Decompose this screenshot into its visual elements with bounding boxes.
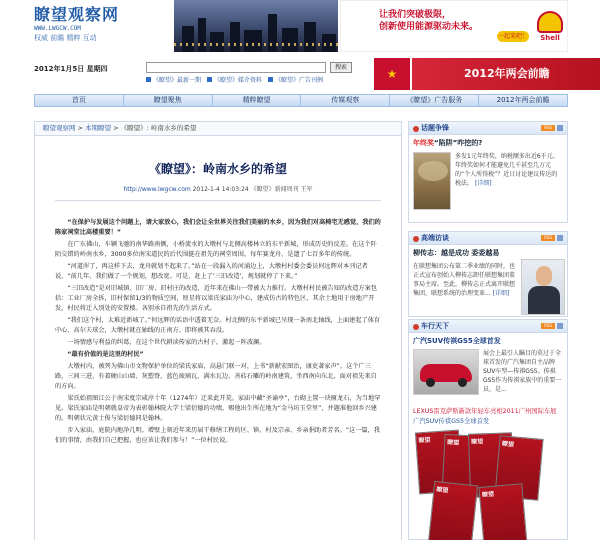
article-paragraph: “我们这个村，太难近新城了。”何远辉的话语中透着无奈。村北侧的东平新城已呈现一条南北轴线，上面建起了体育中心、高尔夫球会，大墩村就在轴线的正南方。即将被其吞没。	[55, 317, 381, 334]
bullet-square-icon	[146, 77, 151, 82]
bullet-dot-icon	[413, 126, 419, 132]
quick-links	[146, 75, 323, 84]
bullet-dot-icon	[413, 236, 419, 242]
box-summary: 在联想集团公布第二季业绩的同时，也正式宣布创始人柳传志卸任联想集团董事局主席。至此，柳传志正式离开联想集团，联想系统的治理变革...	[413, 263, 516, 297]
box-summary: 展会上最引人瞩目的莫过于全球首发的广汽集团自主品牌SUV车型—传祺GS5。传祺GS5作为传祺家族中的重要一员，是...	[483, 350, 562, 393]
shell-ad-banner[interactable]	[340, 0, 568, 52]
box-header: 话题争锋 RSS	[409, 122, 567, 135]
quick-link-ads[interactable]: 《瞭望》广告刊例	[268, 75, 323, 84]
nav-ad-service[interactable]: 《瞭望》广告服务	[390, 95, 479, 106]
current-date: 2012年1月5日 星期四	[34, 65, 108, 73]
article-paragraph: 大墩村内，被列为佛山市文物保护单位的梁氏家庙，高悬门联一对，上书“新献宏图治，康吏著家声”。这个广三路、三间三进，有着硬山山墙、灰塑脊、蓝色琉璃瓦、满水瓦边、善砖石雕的岭南建筑，坐西南向东北，面对祖先来自的方向。	[55, 363, 377, 390]
magazine-cover-5[interactable]: 瞭望	[428, 481, 478, 540]
logo-slogan: 权威 前瞻 精粹 互动	[34, 34, 97, 42]
sidebar-box-interview	[408, 231, 568, 317]
rss-icon[interactable]: RSS	[541, 235, 555, 241]
city-banner-image	[174, 0, 338, 52]
magazine-cover-1[interactable]: 瞭望	[415, 430, 463, 495]
article-thumbnail[interactable]	[413, 152, 451, 210]
magazine-cover-4[interactable]: 瞭望	[494, 435, 543, 501]
more-icon[interactable]	[557, 125, 563, 131]
article-source-url[interactable]: http://www.lwgcw.com	[123, 186, 191, 193]
article-paragraph: “在保护与发展这个问题上，请大家放心，我们会让全世界关注我们美丽的水乡，因为我们对高椅宅无感觉，我们的陈家祠堂比高楼重要！”	[55, 219, 381, 236]
bullet-dot-icon	[413, 324, 419, 330]
person-photo[interactable]	[521, 259, 565, 315]
nav-focus[interactable]: 瞭望聚焦	[124, 95, 213, 106]
bullet-square-icon	[268, 77, 273, 82]
two-sessions-banner[interactable]: 2012年两会前瞻	[412, 58, 600, 90]
nav-two-sessions[interactable]: 2012年两会前瞻	[496, 96, 550, 104]
article-meta: http://www.lwgcw.com 2012-1-4 14:03:24 《瞭望》新闻周刊 王军	[123, 186, 313, 193]
detail-link[interactable]: [详细]	[492, 290, 510, 297]
magazine-cover-6[interactable]: 瞭望	[478, 483, 527, 540]
search-input[interactable]	[146, 62, 326, 73]
nav-essence[interactable]: 精粹瞭望	[213, 95, 302, 106]
ad-cta-button[interactable]: 一起来吧！	[497, 33, 528, 40]
site-header	[0, 0, 600, 56]
article-panel	[34, 121, 402, 540]
shell-logo-icon: Shell	[535, 11, 565, 45]
article-title: 《瞭望》：岭南水乡的希望	[148, 162, 287, 176]
box-header: 车行天下 RSS	[409, 320, 567, 333]
more-icon[interactable]	[557, 323, 563, 329]
article-paragraph: 一场情感与利益的纠葛，在这个世代耕读传家的古村子，激起一阵波澜。	[67, 339, 266, 346]
article-paragraph: “最有价值的是这里的村民”	[67, 351, 144, 358]
box-summary: 多发1元年终奖，纳税额多出近6千元。年终奖如何才能避免几千甚至几万元的“个人所得税”？近日讨论建议传达的税法。	[455, 153, 559, 187]
nav-home[interactable]: 首页	[35, 95, 124, 106]
article-body	[55, 218, 381, 448]
quick-link-latest[interactable]: 《瞭望》最新一期	[146, 75, 201, 84]
box-headline[interactable]: 广汽SUV传祺GS5全球首发	[413, 337, 501, 345]
auto-link-gs5[interactable]: 广汽SUV传祺GS5全球首发	[413, 418, 490, 425]
rss-icon[interactable]: RSS	[541, 125, 555, 131]
car-photo[interactable]	[413, 349, 479, 395]
national-emblem-icon: ★	[374, 58, 410, 90]
article-paragraph: “河道浑了，再这样下去，龙舟就划不起来了。”站在一段漏入的河涌边上，大墩村村委会委员何远辉对本刊记者说，“前几年，我们做了一个规划，想改宽。可是，赶上了‘三旧改造’，规划就停了下来。”	[55, 263, 368, 280]
detail-link[interactable]: [详细]	[474, 180, 492, 187]
toolbar-row	[34, 58, 568, 90]
box-headline[interactable]: 年终奖“陷阱”咋挖的?	[413, 139, 483, 147]
breadcrumb: 瞭望观察网 > 本期瞭望 > 《瞭望》: 岭南水乡的希望	[35, 122, 401, 136]
box-header: 高端访谈 RSS	[409, 232, 567, 245]
sidebar-box-auto	[408, 319, 568, 540]
divider	[55, 200, 381, 201]
breadcrumb-section[interactable]: 本期瞭望	[85, 124, 112, 132]
article-paragraph: 梁氏始祖图江公于南宋度宗咸淳十年（1274年）迁来此开荒。家庙中藏“圣谕亭”，台砌上置一块匾龙石，为当地罕见。梁氏家庙是明朝就皇帝为表彰翰林院大学士梁衍德的功绩，赐他出生所在地为“金马坊玉堂里”，并题准他回乡兴建的。明朝状元黄士俊与梁衍德同是翰林。	[55, 395, 381, 422]
article-paragraph: “三旧改造”是对旧城镇、旧厂房、旧村庄的改造，近年来在佛山一带被大力推行。大墩村村民被告知的改造方案包括：工业厂房全拆，旧村保留1/3的物质空间，厘星将以梁氏家庙为中心，建成仿古的特色区，其余土地用于房地产开发，村民将迁入别处的安置楼。各别承自祖先的生活方式。	[55, 285, 377, 312]
main-nav	[34, 94, 568, 107]
nav-media[interactable]: 传媒观察	[301, 95, 390, 106]
breadcrumb-home[interactable]: 瞭望观察网	[43, 124, 76, 132]
magazine-cover-3[interactable]: 瞭望	[468, 432, 514, 495]
logo-title: 瞭望观察网	[34, 5, 120, 24]
quick-link-media[interactable]: 《瞭望》媒介资料	[207, 75, 262, 84]
sidebar-box-debate	[408, 121, 568, 223]
more-icon[interactable]	[557, 235, 563, 241]
ad-text: 让我们突破极限， 创新使用能源驱动未来。	[379, 10, 479, 32]
search-button[interactable]: 搜索	[330, 62, 352, 73]
box-headline[interactable]: 柳传志：越是成功 委委越易	[413, 249, 500, 257]
rss-icon[interactable]: RSS	[541, 323, 555, 329]
auto-link-lexus[interactable]: LEXUS雷克萨斯新款年轻车亮相2011广州国际车展	[413, 408, 557, 415]
bullet-square-icon	[207, 77, 212, 82]
logo-url: WWW.LWGCW.COM	[34, 25, 81, 32]
site-logo[interactable]	[34, 6, 174, 50]
article-paragraph: 在广东佛山，车辆飞驰的南华路南侧，小桥流水的大墩村与北侧高楼林立的东平新城，形成历史的反差。在这个阡陌交错的岭南水乡，3000多位南宋道民的后代围挺在祖先的祠堂周围，每年赛龙舟，是遗了七百多年的传统。	[55, 241, 377, 258]
magazine-cover-2[interactable]: 瞭望	[441, 434, 488, 498]
article-paragraph: 步入家庙，庭院内地净几明。增壁上刻近年来历届干修缮工程的区、镇、村及宗亲、乡亲捐助者芳名。“这一篇，我们的事情，由我们自己把握，也应该让我们参与！”一位村民说。	[55, 427, 380, 444]
